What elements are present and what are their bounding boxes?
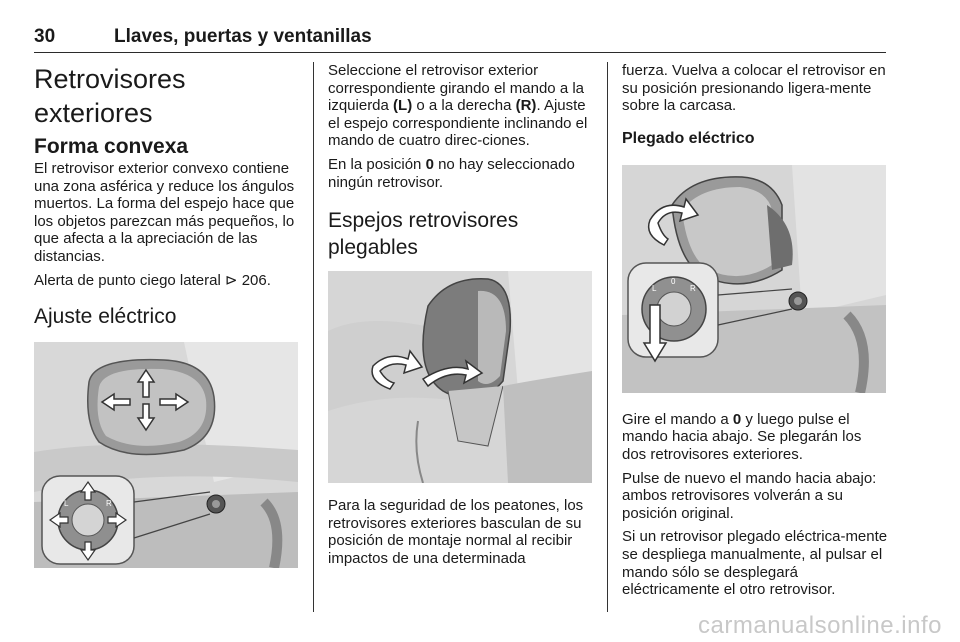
fold-instruction-paragraph: Gire el mando a 0 y luego pulse el mando hacia abajo. Se plegarán los dos retrovisores exteriores.	[622, 410, 862, 463]
svg-text:L: L	[652, 283, 657, 293]
subsection-electric-folding: Plegado eléctrico	[622, 129, 755, 147]
watermark: carmanualsonline.info	[698, 612, 942, 639]
page-ref-link[interactable]: 206	[241, 271, 267, 289]
svg-text:0: 0	[671, 276, 676, 286]
mirror-adjust-figure	[34, 342, 298, 568]
page-number: 30	[34, 26, 56, 47]
electric-folding-figure	[622, 165, 886, 393]
subsection-folding-mirrors: Espejos retrovisores plegables	[328, 209, 519, 260]
manual-unfold-paragraph: Si un retrovisor plegado eléctrica-mente se despliega manualmente, al pulsar el mando sólo se desplegará eléctricamente el otro retrovisor.	[622, 528, 888, 599]
folding-mirror-figure	[328, 271, 592, 483]
page-header	[34, 26, 886, 53]
column-1	[34, 62, 298, 568]
svg-text:R: R	[106, 499, 112, 509]
reposition-paragraph: fuerza. Vuelva a colocar el retrovisor en su posición presionando ligera-mente sobre la carcasa.	[622, 62, 886, 115]
column-2	[328, 62, 594, 568]
chapter-title: Llaves, puertas y ventanillas	[114, 26, 372, 47]
blind-spot-paragraph: Alerta de punto ciego lateral ⊳ 206.	[34, 271, 271, 289]
page-ref-icon: ⊳	[224, 271, 238, 289]
convex-paragraph: El retrovisor exterior convexo contiene una zona asférica y reduce los ángulos muertos. La forma del espejo hace que los objetos parezcan más pequeños, lo que afecta a la apreciación de las distancias.	[34, 160, 295, 265]
section-title: Retrovisores exteriores	[34, 64, 186, 128]
column-3	[622, 62, 888, 599]
subsection-electric-adjust: Ajuste eléctrico	[34, 305, 177, 329]
pedestrian-safety-paragraph: Para la seguridad de los peatones, los retrovisores exteriores basculan de su posición de montaje normal al recibir impactos de una determinada	[328, 497, 584, 567]
position-zero-paragraph: En la posición 0 no hay seleccionado ningún retrovisor.	[328, 155, 575, 191]
column-divider-1	[313, 62, 314, 612]
svg-text:R: R	[690, 283, 696, 293]
unfold-instruction-paragraph: Pulse de nuevo el mando hacia abajo: ambos retrovisores volverán a su posición original.	[622, 469, 877, 522]
select-mirror-paragraph: Seleccione el retrovisor exterior correspondiente girando el mando a la izquierda (L) o a la derecha (R). Ajuste el espejo correspondiente inclinando el mando de cuatro direc-ciones.	[328, 62, 588, 150]
column-divider-2	[607, 62, 608, 612]
svg-text:L: L	[64, 499, 69, 509]
subsection-convex: Forma convexa	[34, 135, 189, 158]
